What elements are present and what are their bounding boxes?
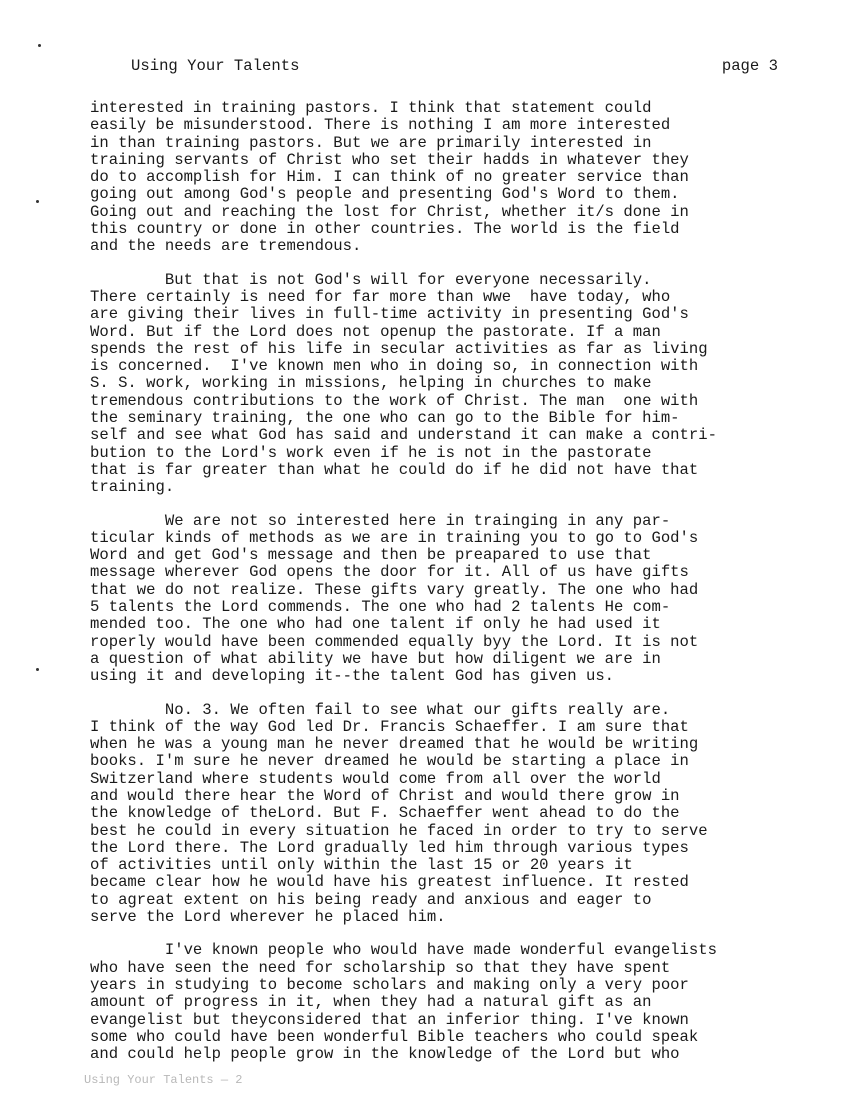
text-line: training servants of Christ who set their hadds in whatever they <box>90 150 689 169</box>
bleed-through-text: Using Your Talents — 2 <box>84 1073 243 1087</box>
document-body <box>90 100 830 1079</box>
text-line: years in studying to become scholars and making only a very poor <box>90 975 689 994</box>
page-header <box>131 56 778 76</box>
text-line: But that is not God's will for everyone necessarily. <box>90 270 652 289</box>
text-line: in than training pastors. But we are primarily interested in <box>90 133 652 152</box>
text-line: roperly would have been commended equally byy the Lord. It is not <box>90 632 699 651</box>
text-line: We are not so interested here in trainging in any par- <box>90 511 671 530</box>
text-line: Word and get God's message and then be preapared to use that <box>90 546 652 565</box>
text-line: Word. But if the Lord does not openup the pastorate. If a man <box>90 322 661 341</box>
text-line: Going out and reaching the lost for Christ, whether it/s done in <box>90 202 689 221</box>
text-line: and could help people grow in the knowledge of the Lord but who <box>90 1045 680 1064</box>
text-line: ticular kinds of methods as we are in training you to go to God's <box>90 528 699 547</box>
text-line: evangelist but theyconsidered that an inferior thing. I've known <box>90 1010 689 1029</box>
text-line: is concerned. I've known men who in doing so, in connection with <box>90 357 699 376</box>
text-line: easily be misunderstood. There is nothing I am more interested <box>90 116 671 135</box>
paragraph <box>90 702 830 927</box>
paragraph <box>90 272 830 497</box>
paragraph <box>90 513 830 686</box>
text-line: interested in training pastors. I think that statement could <box>90 99 652 117</box>
text-line: serve the Lord wherever he placed him. <box>90 908 446 927</box>
text-line: bution to the Lord's work even if he is not in the pastorate <box>90 443 652 462</box>
text-line: S. S. work, working in missions, helping in churches to make <box>90 374 652 393</box>
text-line: best he could in every situation he faced in order to try to serve <box>90 821 708 840</box>
text-line: that we do not realize. These gifts vary greatly. The one who had <box>90 580 699 599</box>
text-line: self and see what God has said and understand it can make a contri- <box>90 426 717 445</box>
text-line: going out among God's people and presenting God's Word to them. <box>90 185 680 204</box>
text-line: and would there hear the Word of Christ and would there grow in <box>90 786 680 805</box>
text-line: this country or done in other countries. The world is the field <box>90 220 680 239</box>
text-line: do to accomplish for Him. I can think of no greater service than <box>90 168 689 187</box>
document-title: Using Your Talents <box>131 57 300 75</box>
text-line: Switzerland where students would come from all over the world <box>90 769 661 788</box>
text-line: spends the rest of his life in secular activities as far as living <box>90 339 708 358</box>
text-line: message wherever God opens the door for it. All of us have gifts <box>90 563 689 582</box>
text-line: There certainly is need for far more than wwe have today, who <box>90 287 671 306</box>
paragraph <box>90 100 830 256</box>
paragraph <box>90 942 830 1063</box>
text-line: I think of the way God led Dr. Francis Schaeffer. I am sure that <box>90 717 689 736</box>
scan-speck <box>36 200 39 203</box>
text-line: became clear how he would have his greatest influence. It rested <box>90 873 689 892</box>
text-line: the seminary training, the one who can go to the Bible for him- <box>90 409 680 428</box>
text-line: a question of what ability we have but how diligent we are in <box>90 649 661 668</box>
text-line: the knowledge of theLord. But F. Schaeffer went ahead to do the <box>90 804 680 823</box>
text-line: 5 talents the Lord commends. The one who had 2 talents He com- <box>90 598 671 617</box>
text-line: I've known people who would have made wonderful evangelists <box>90 941 717 960</box>
text-line: of activities until only within the last 15 or 20 years it <box>90 856 633 875</box>
text-line: the Lord there. The Lord gradually led him through various types <box>90 838 689 857</box>
text-line: who have seen the need for scholarship so that they have spent <box>90 958 671 977</box>
scan-speck <box>38 44 41 47</box>
text-line: are giving their lives in full-time activity in presenting God's <box>90 305 689 324</box>
text-line: training. <box>90 478 175 497</box>
text-line: when he was a young man he never dreamed that he would be writing <box>90 735 699 754</box>
page-number: page 3 <box>721 57 778 75</box>
text-line: tremendous contributions to the work of Christ. The man one with <box>90 391 699 410</box>
text-line: and the needs are tremendous. <box>90 237 362 256</box>
text-line: that is far greater than what he could do if he did not have that <box>90 460 699 479</box>
text-line: using it and developing it--the talent God has given us. <box>90 667 615 686</box>
text-line: some who could have been wonderful Bible teachers who could speak <box>90 1027 699 1046</box>
text-line: No. 3. We often fail to see what our gifts really are. <box>90 700 671 719</box>
text-line: books. I'm sure he never dreamed he would be starting a place in <box>90 752 689 771</box>
text-line: to agreat extent on his being ready and anxious and eager to <box>90 890 652 909</box>
text-line: mended too. The one who had one talent if only he had used it <box>90 615 661 634</box>
text-line: amount of progress in it, when they had a natural gift as an <box>90 993 652 1012</box>
scan-speck <box>36 668 39 671</box>
